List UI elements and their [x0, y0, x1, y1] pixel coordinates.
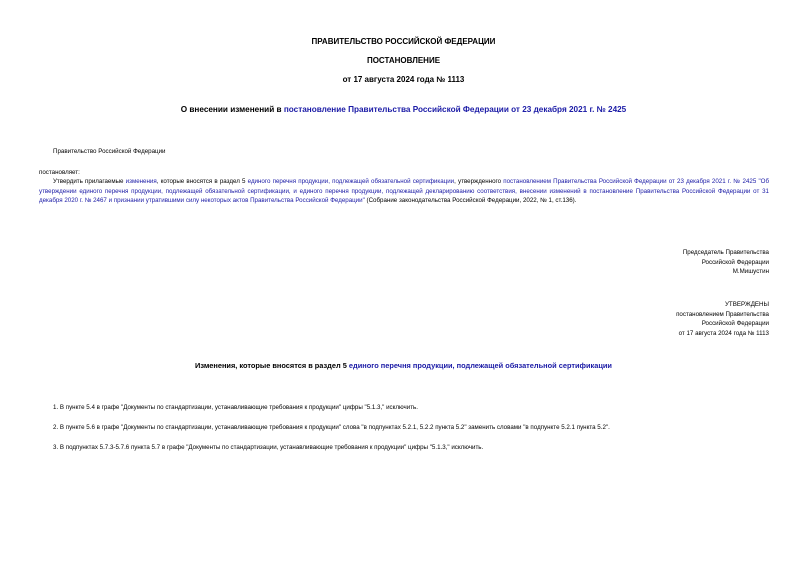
para-text-4: (Собрание законодательства Российской Федерации, 2022, № 1, ст.136).: [364, 197, 577, 204]
title-prefix: О внесении изменений в: [180, 105, 284, 114]
header-org: ПРАВИТЕЛЬСТВО РОССИЙСКОЙ ФЕДЕРАЦИИ: [311, 37, 496, 46]
decree-2425-link[interactable]: постановлением Правительства Российской Федерации от 23 декабря 2021 г. № 2425 "Об утверждении единого перечня продукции, подлежащей обязательной сертификации, и единого перечня продукции, подлежащей декларированию соответствия, внесении изменений в постановление Правительства Российской Федерации от 31 декабря 2020 г. № 2467 и признании утратившими силу некоторых актов Правительства Российской Федерации": [39, 178, 770, 204]
header-date-number: от 17 августа 2024 года № 1113: [342, 75, 465, 84]
changes-link[interactable]: изменения: [125, 178, 157, 185]
approved-line-3: Российской Федерации: [701, 320, 769, 327]
product-list-link[interactable]: единого перечня продукции, подлежащей обязательной сертификации: [247, 178, 455, 185]
signature-line-2: Российской Федерации: [701, 258, 769, 266]
document-title: [0, 105, 807, 114]
section-prefix: Изменения, которые вносятся в раздел 5: [195, 361, 349, 370]
list-item: 3. В подпунктах 5.7.3-5.7.6 пункта 5.7 в графе "Документы по стандартизации, устанавливающие требования к продукции" цифры "5.1.3," исключить.: [53, 444, 484, 451]
decree-paragraph: [39, 177, 769, 206]
signature-line-3: М.Мишустин: [732, 268, 769, 275]
signature-block: [683, 248, 769, 277]
title-decree-link[interactable]: постановление Правительства Российской Федерации от 23 декабря 2021 г. № 2425: [283, 105, 627, 114]
header-doc-type: ПОСТАНОВЛЕНИЕ: [366, 56, 441, 65]
list-item: 2. В пункте 5.6 в графе "Документы по стандартизации, устанавливающие требования к продукции" слова "в подпунктах 5.2.1, 5.2.2 пункта 5.2" заменить словами "в подпункте 5.2.1 пункта 5.2".: [53, 424, 610, 431]
section-product-list-link[interactable]: единого перечня продукции, подлежащей обязательной сертификации: [348, 361, 612, 370]
approved-line-4: от 17 августа 2024 года № 1113: [678, 329, 769, 337]
signature-line-1: Председатель Правительства: [682, 249, 769, 256]
para-text-3: , утвержденного: [454, 178, 504, 185]
decrees-line: постановляет:: [39, 169, 80, 176]
government-line: Правительство Российской Федерации: [53, 148, 166, 155]
approved-line-2: постановлением Правительства: [676, 310, 769, 318]
section-title: [0, 361, 807, 370]
para-text-1: Утвердить прилагаемые: [53, 178, 126, 185]
approved-block: [676, 300, 769, 338]
approved-line-1: УТВЕРЖДЕНЫ: [725, 301, 769, 308]
list-item: 1. В пункте 5.4 в графе "Документы по стандартизации, устанавливающие требования к продукции" цифры "5.1.3," исключить.: [53, 404, 418, 411]
para-text-2: , которые вносятся в раздел 5: [156, 178, 248, 185]
